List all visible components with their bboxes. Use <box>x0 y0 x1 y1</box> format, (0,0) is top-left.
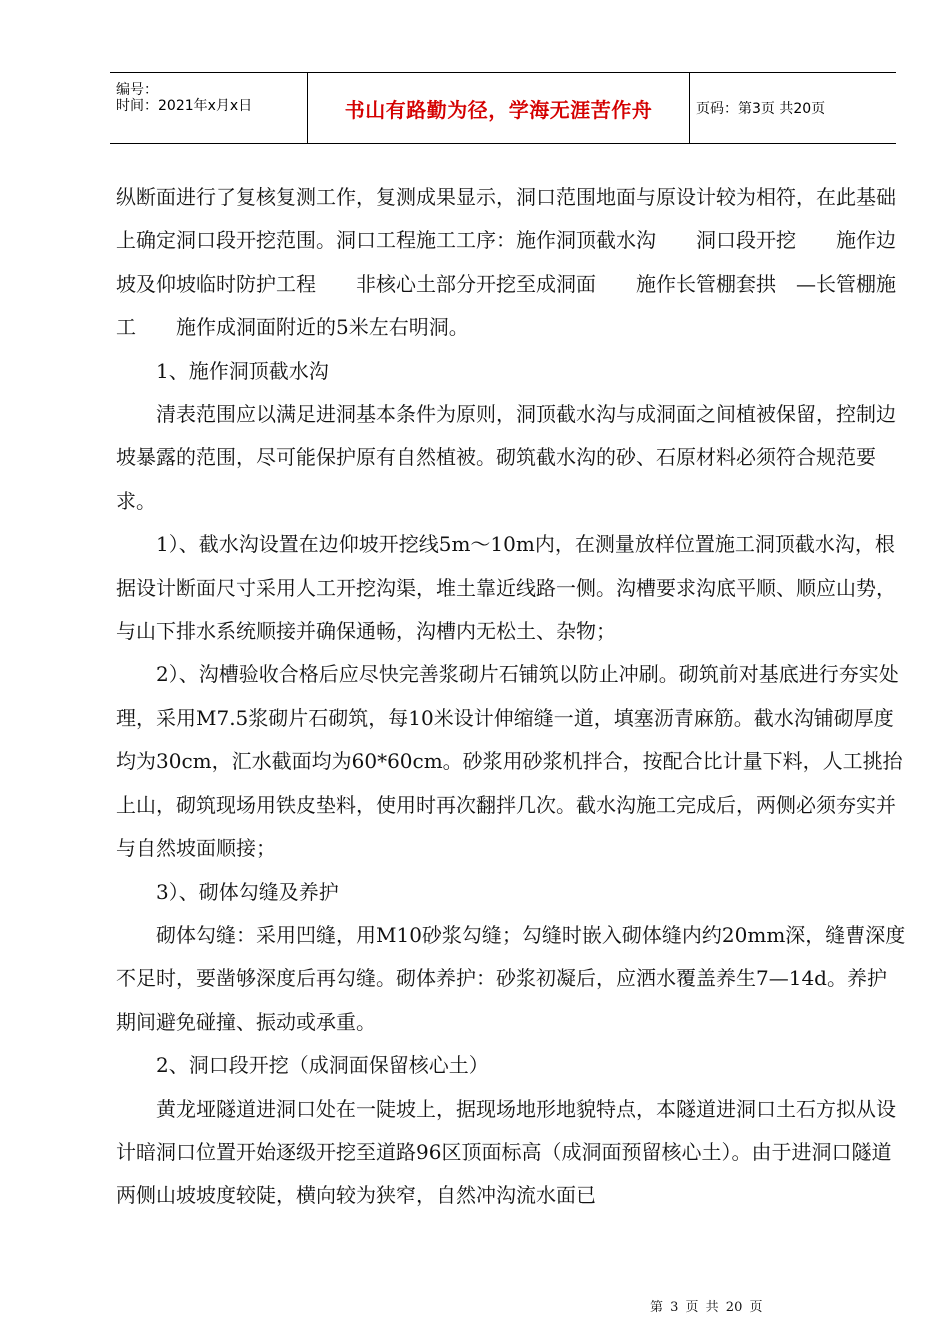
header-motto: 书山有路勤为径，学海无涯苦作舟 <box>308 73 690 143</box>
paragraph: 黄龙垭隧道进洞口处在一陡坡上，据现场地形地貌特点，本隧道进洞口土石方拟从设计暗洞口位置开始逐级开挖至道路96区顶面标高（成洞面预留核心土）。由于进洞口隧道两侧山坡坡度较陡，横向较为狭窄，自然冲沟流水面已 <box>116 1096 896 1208</box>
subsection-heading: 3）、砌体勾缝及养护 <box>156 879 339 904</box>
section-heading: 1、施作洞顶截水沟 <box>156 358 329 383</box>
header-meta <box>110 73 308 143</box>
paragraph: 砌体勾缝：采用凹缝，用M10砂浆勾缝；勾缝时嵌入砌体缝内约20mm深，缝曹深度不足时，要凿够深度后再勾缝。砌体养护：砂浆初凝后，应洒水覆盖养生7—14d。养护期间避免碰撞、振动或承重。 <box>116 922 906 1034</box>
header-page-info: 页码：第3页 共20页 <box>696 101 826 117</box>
document-body <box>116 176 906 1218</box>
page-footer: 第 3 页 共 20 页 <box>650 1300 763 1315</box>
section-heading: 2、洞口段开挖（成洞面保留核心土） <box>156 1053 489 1078</box>
time-label: 时间：2021年x月x日 <box>116 98 253 114</box>
paragraph: 清表范围应以满足进洞基本条件为原则，洞顶截水沟与成洞面之间植被保留，控制边坡暴露的范围，尽可能保护原有自然植被。砌筑截水沟的砂、石原材料必须符合规范要求。 <box>116 402 896 513</box>
serial-label: 编号： <box>116 82 158 98</box>
paragraph: 2）、沟槽验收合格后应尽快完善浆砌片石铺筑以防止冲刷。砌筑前对基底进行夯实处理，采用M7.5浆砌片石砌筑，每10米设计伸缩缝一道，填塞沥青麻筋。截水沟铺砌厚度均为30cm，汇水截面均为60*60cm。砂浆用砂浆机拌合，按配合比计量下料，人工挑抬上山，砌筑现场用铁皮垫料，使用时再次翻拌几次。截水沟施工完成后，两侧必须夯实并与自然坡面顺接； <box>116 662 903 861</box>
paragraph: 纵断面进行了复核复测工作，复测成果显示，洞口范围地面与原设计较为相符，在此基础上确定洞口段开挖范围。洞口工程施工工序：施作洞顶截水沟 洞口段开挖 施作边坡及仰坡临时防护工程 非核心土部分开挖至成洞面 施作长管棚套拱 —长管棚施工 施作成洞面附近的5米左右明洞。 <box>116 185 896 340</box>
paragraph: 1）、截水沟设置在边仰坡开挖线5m～10m内，在测量放样位置施工洞顶截水沟，根据设计断面尺寸采用人工开挖沟渠，堆土靠近线路一侧。沟槽要求沟底平顺、顺应山势，与山下排水系统顺接并确保通畅，沟槽内无松土、杂物； <box>116 532 896 644</box>
page-header <box>110 72 896 144</box>
